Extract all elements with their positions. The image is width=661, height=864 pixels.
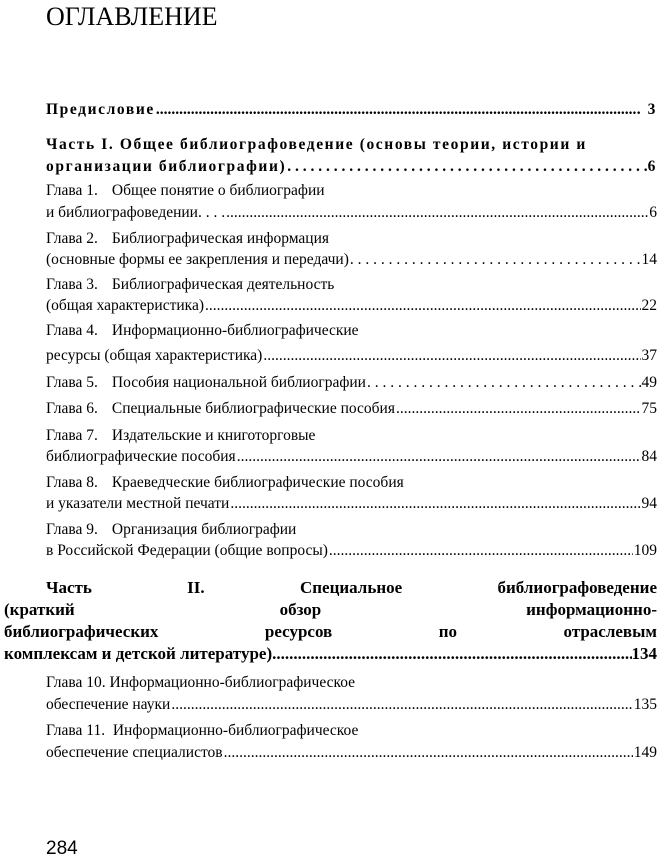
part2-heading-line3 — [4, 622, 657, 644]
word: обзор — [279, 600, 322, 619]
chapter-number: Глава 1. — [46, 182, 98, 199]
part2-heading-line2 — [4, 600, 657, 622]
entry-label: комплексам и детской литературе) — [4, 644, 273, 663]
chapter-title: Организация библиографии — [111, 521, 297, 538]
entry-page: 37 — [641, 347, 657, 364]
entry-label: и указатели местной печати — [46, 495, 230, 512]
chapter-title: Общее понятие о библиографии — [111, 182, 325, 199]
chapter-title: Специальные библиографические пособия — [111, 400, 395, 417]
entry-page: 49 — [641, 374, 657, 391]
leader-dots — [171, 696, 632, 714]
leader-dots — [205, 297, 641, 315]
page-number: 284 — [46, 838, 78, 859]
word: (краткий — [4, 600, 75, 619]
chapter-9-title[interactable] — [46, 521, 296, 539]
chapter-title: Информационно-библиографическое — [109, 674, 356, 691]
leader-dots — [396, 400, 641, 418]
leader-dots — [263, 347, 640, 365]
chapter-title: Библиографическая деятельность — [111, 276, 335, 293]
entry-label: обеспечение специалистов — [46, 744, 223, 761]
word: отраслевым — [563, 622, 657, 641]
chapter-number: Глава 7. — [46, 427, 98, 444]
toc-entry-chapter-9[interactable] — [46, 542, 657, 560]
toc-entry-chapter-1[interactable] — [46, 204, 657, 222]
word: ресурсов — [264, 622, 333, 641]
chapter-number: Глава 10. — [46, 674, 106, 691]
toc-entry-chapter-11[interactable] — [46, 744, 657, 762]
entry-page: 22 — [641, 297, 657, 314]
entry-page: 94 — [641, 495, 657, 512]
toc-entry-chapter-8[interactable] — [46, 495, 657, 513]
chapter-number: Глава 5. — [46, 374, 98, 391]
entry-page: . 3 — [636, 101, 657, 118]
chapter-2-title[interactable] — [46, 230, 329, 248]
leader-dots — [156, 101, 636, 119]
chapter-3-title[interactable] — [46, 276, 334, 294]
toc-entry-chapter-6[interactable] — [46, 400, 657, 418]
entry-page: 135 — [633, 696, 657, 713]
chapter-title: Издательские и книготорговые — [111, 427, 316, 444]
toc-entry-chapter-5[interactable] — [46, 374, 657, 392]
word: Специальное — [299, 578, 403, 597]
leader-dots — [230, 495, 640, 513]
chapter-10-title[interactable] — [46, 674, 355, 692]
leader-dots — [350, 251, 641, 269]
entry-page: 14 — [641, 251, 657, 268]
word: по — [438, 622, 458, 641]
entry-page: 149 — [633, 744, 657, 761]
leader-dots — [237, 448, 641, 466]
chapter-1-title[interactable] — [46, 182, 325, 200]
toc-entry-chapter-10[interactable] — [46, 696, 657, 714]
toc-entry-chapter-2[interactable] — [46, 251, 657, 269]
part2-heading-line1 — [4, 578, 657, 600]
chapter-11-title[interactable] — [46, 722, 358, 740]
chapter-title: Библиографическая информация — [111, 230, 330, 247]
chapter-4-title[interactable] — [46, 322, 359, 340]
chapter-number: Глава 11. — [46, 722, 106, 739]
entry-page: 75 — [641, 400, 657, 417]
chapter-number: Глава 9. — [46, 521, 98, 538]
entry-label: и библиографоведении. . . . — [46, 204, 226, 221]
word: библиографоведение — [497, 578, 657, 597]
chapter-7-title[interactable] — [46, 427, 315, 445]
entry-page: 6 — [647, 158, 657, 175]
entry-label: Предисловие — [46, 101, 155, 118]
word: информационно- — [526, 600, 657, 619]
entry-label: (общая характеристика) — [46, 297, 204, 314]
toc-entry-chapter-3[interactable] — [46, 297, 657, 315]
entry-page: 109 — [633, 542, 657, 559]
entry-page: 134 — [631, 644, 657, 663]
toc-entry-chapter-4[interactable] — [46, 347, 657, 365]
entry-label: (основные формы ее закрепления и передачи) — [46, 251, 349, 268]
chapter-number: Глава 8. — [46, 474, 98, 491]
entry-label: библиографические пособия — [46, 448, 236, 465]
leader-dots — [367, 374, 641, 392]
entry-label: ресурсы (общая характеристика) — [46, 347, 263, 364]
leader-dots — [224, 744, 633, 762]
word: Часть — [46, 578, 92, 597]
chapter-number: Глава 2. — [46, 230, 98, 247]
chapter-title: Краеведческие библиографические пособия — [111, 474, 404, 491]
part1-heading-line1[interactable]: Часть I. Общее библиографоведение (основы теории, истории и — [46, 136, 587, 153]
entry-label: организации библиографии) — [46, 158, 287, 175]
entry-page: 84 — [641, 448, 657, 465]
leader-dots — [329, 542, 633, 560]
chapter-number: Глава 4. — [46, 322, 98, 339]
entry-page: 6 — [649, 204, 657, 221]
page-title: ОГЛАВЛЕНИЕ — [46, 2, 218, 31]
chapter-number: Глава 3. — [46, 276, 98, 293]
leader-dots — [287, 158, 646, 176]
toc-entry-part2[interactable] — [4, 578, 657, 664]
leader-dots — [272, 644, 631, 664]
word: II. — [187, 578, 205, 597]
entry-label: в Российской Федерации (общие вопросы) — [46, 542, 328, 559]
part2-heading-line4 — [4, 644, 657, 664]
chapter-8-title[interactable] — [46, 474, 404, 492]
chapter-number: Глава 6. — [46, 400, 98, 417]
toc-entry-chapter-7[interactable] — [46, 448, 657, 466]
word: библиографических — [4, 622, 159, 641]
chapter-title: Информационно-библиографическое — [112, 722, 359, 739]
toc-entry-part1[interactable] — [46, 158, 657, 176]
chapter-title: Информационно-библиографические — [111, 322, 359, 339]
toc-entry-preface[interactable] — [46, 101, 657, 119]
chapter-title: Пособия национальной библиографии — [111, 374, 366, 391]
entry-label: обеспечение науки — [46, 696, 171, 713]
leader-dots — [226, 204, 648, 222]
